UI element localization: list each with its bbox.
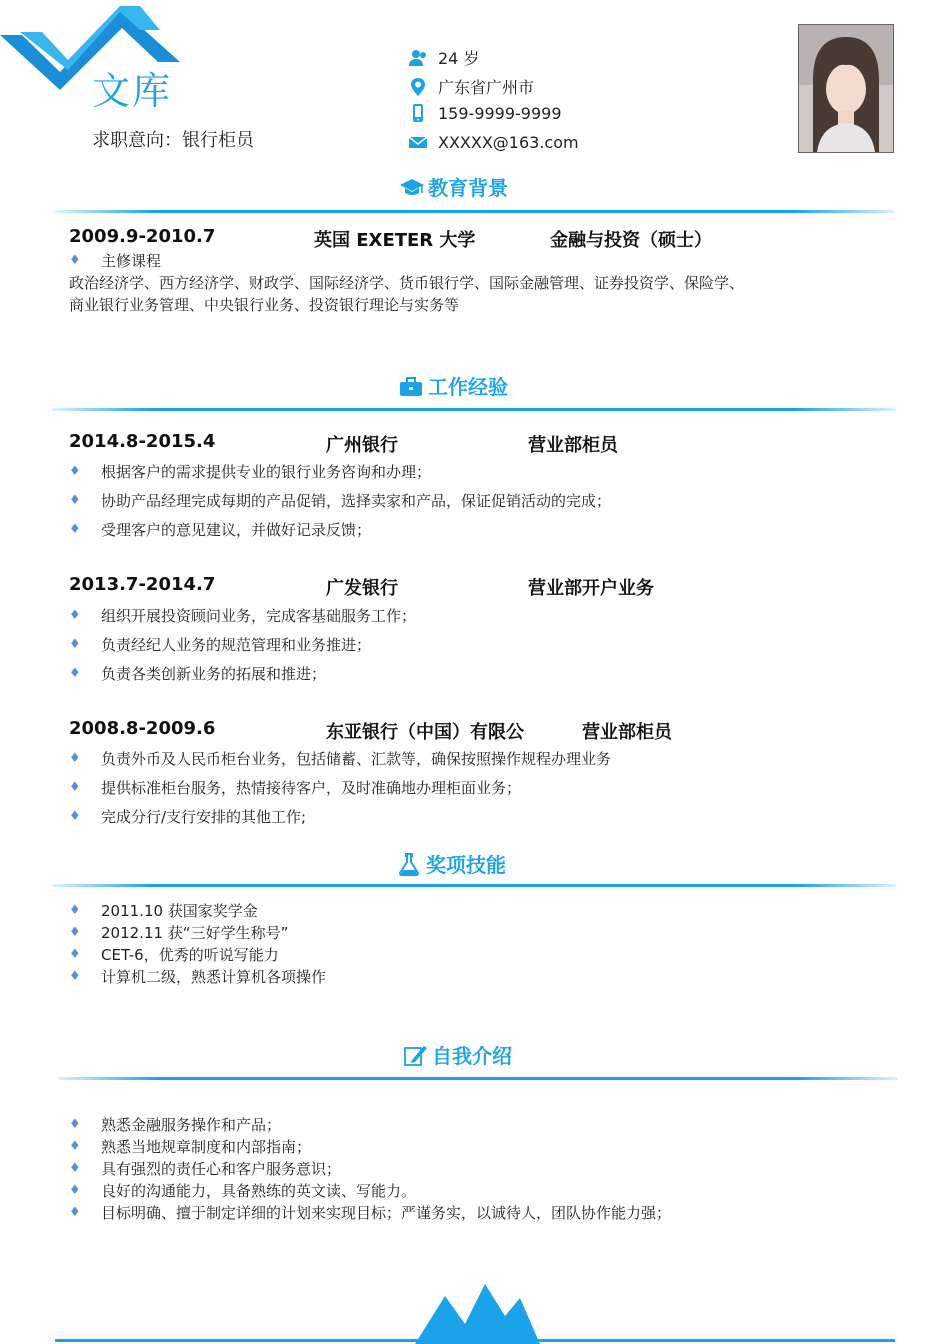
job-period: 2014.8-2015.4 bbox=[69, 431, 216, 452]
section-title-awards: 奖项技能 bbox=[396, 849, 506, 878]
award-item: ♦ CET-6，优秀的听说写能力 bbox=[69, 946, 279, 964]
education-period: 2009.9-2010.7 bbox=[69, 226, 216, 247]
logo-text: 文库 bbox=[92, 69, 173, 113]
self-intro-item: ♦ 熟悉金融服务操作和产品； bbox=[69, 1116, 282, 1134]
diamond-bullet-icon: ♦ bbox=[69, 969, 81, 984]
profile-photo bbox=[798, 24, 894, 153]
award-item: ♦ 2012.11 获“三好学生称号” bbox=[69, 924, 289, 942]
edit-icon bbox=[402, 1043, 428, 1067]
education-degree: 金融与投资（硕士） bbox=[550, 230, 712, 251]
diamond-bullet-icon: ♦ bbox=[69, 1183, 81, 1198]
diamond-bullet-icon: ♦ bbox=[69, 666, 81, 681]
divider-awards bbox=[52, 884, 896, 887]
job-duty: ♦ 受理客户的意见建议，并做好记录反馈； bbox=[69, 521, 372, 539]
diamond-bullet-icon: ♦ bbox=[69, 1161, 81, 1176]
education-school: 英国 EXETER 大学 bbox=[314, 230, 476, 251]
diamond-bullet-icon: ♦ bbox=[69, 1117, 81, 1132]
courses-line-1: 政治经济学、西方经济学、财政学、国际经济学、货币银行学、国际金融管理、证券投资学、保险学、 bbox=[69, 274, 745, 292]
contact-email bbox=[408, 132, 579, 152]
diamond-bullet-icon: ♦ bbox=[69, 1205, 81, 1220]
diamond-bullet-icon: ♦ bbox=[69, 780, 81, 795]
job-period: 2013.7-2014.7 bbox=[69, 574, 216, 595]
divider-work bbox=[52, 408, 896, 411]
section-title-self-intro: 自我介绍 bbox=[402, 1040, 512, 1069]
award-item: ♦ 计算机二级，熟悉计算机各项操作 bbox=[69, 968, 327, 986]
mail-icon bbox=[408, 132, 428, 152]
job-duty: ♦ 完成分行/支行安排的其他工作; bbox=[69, 808, 307, 826]
job-duty: ♦ 负责经纪人业务的规范管理和业务推进； bbox=[69, 636, 372, 654]
job-period: 2008.8-2009.6 bbox=[69, 718, 216, 739]
courses-line-2: 商业银行业务管理、中央银行业务、投资银行理论与实务等 bbox=[69, 296, 460, 314]
diamond-bullet-icon: ♦ bbox=[69, 637, 81, 652]
contact-email-text: XXXXX@163.com bbox=[438, 132, 579, 152]
diamond-bullet-icon: ♦ bbox=[69, 751, 81, 766]
graduation-cap-icon bbox=[398, 175, 424, 199]
self-intro-item: ♦ 具有强烈的责任心和客户服务意识； bbox=[69, 1160, 342, 1178]
job-duty: ♦ 负责外币及人民币柜台业务，包括储蓄、汇款等，确保按照操作规程办理业务 bbox=[69, 750, 612, 768]
diamond-bullet-icon: ♦ bbox=[69, 809, 81, 824]
briefcase-icon bbox=[398, 374, 424, 398]
diamond-bullet-icon: ♦ bbox=[69, 493, 81, 508]
job-position: 营业部柜员 bbox=[528, 435, 618, 456]
contact-location-text: 广东省广州市 bbox=[438, 78, 535, 97]
job-position: 营业部柜员 bbox=[582, 722, 672, 743]
diamond-bullet-icon: ♦ bbox=[69, 608, 81, 623]
job-company: 东亚银行（中国）有限公 bbox=[326, 722, 524, 743]
contact-age bbox=[408, 46, 479, 69]
job-duty: ♦ 协助产品经理完成每期的产品促销，选择卖家和产品，保证促销活动的完成； bbox=[69, 492, 612, 510]
job-duty: ♦ 组织开展投资顾问业务，完成客基础服务工作； bbox=[69, 607, 417, 625]
diamond-bullet-icon: ♦ bbox=[69, 522, 81, 537]
job-duty: ♦ 负责各类创新业务的拓展和推进； bbox=[69, 665, 327, 683]
section-title-education: 教育背景 bbox=[398, 172, 508, 201]
self-intro-item: ♦ 良好的沟通能力，具备熟练的英文读、写能力。 bbox=[69, 1182, 417, 1200]
courses-label-item: ♦ 主修课程 bbox=[69, 252, 162, 270]
diamond-bullet-icon: ♦ bbox=[69, 947, 81, 962]
contact-phone bbox=[408, 103, 562, 123]
diamond-bullet-icon: ♦ bbox=[69, 464, 81, 479]
job-company: 广发银行 bbox=[326, 578, 398, 599]
divider-self-intro bbox=[58, 1077, 898, 1080]
job-position: 营业部开户业务 bbox=[528, 578, 654, 599]
job-intent: 求职意向：银行柜员 bbox=[92, 130, 254, 151]
diamond-bullet-icon: ♦ bbox=[69, 253, 81, 268]
contact-age-text: 24 岁 bbox=[438, 49, 480, 68]
self-intro-item: ♦ 熟悉当地规章制度和内部指南； bbox=[69, 1138, 312, 1156]
user-icon bbox=[408, 48, 428, 68]
divider-education bbox=[55, 210, 895, 213]
footer-mountains-icon bbox=[0, 1276, 950, 1344]
job-company: 广州银行 bbox=[326, 435, 398, 456]
self-intro-item: ♦ 目标明确、擅于制定详细的计划来实现目标；严谨务实，以诚待人，团队协作能力强； bbox=[69, 1204, 672, 1222]
contact-phone-text: 159-9999-9999 bbox=[438, 103, 562, 123]
diamond-bullet-icon: ♦ bbox=[69, 925, 81, 940]
phone-icon bbox=[408, 103, 428, 123]
flask-icon bbox=[396, 852, 422, 876]
location-icon bbox=[408, 77, 428, 97]
section-title-work: 工作经验 bbox=[398, 371, 508, 400]
diamond-bullet-icon: ♦ bbox=[69, 1139, 81, 1154]
contact-location bbox=[408, 75, 534, 98]
award-item: ♦ 2011.10 获国家奖学金 bbox=[69, 902, 258, 920]
diamond-bullet-icon: ♦ bbox=[69, 903, 81, 918]
job-duty: ♦ 提供标准柜台服务，热情接待客户，及时准确地办理柜面业务； bbox=[69, 779, 522, 797]
job-duty: ♦ 根据客户的需求提供专业的银行业务咨询和办理； bbox=[69, 463, 432, 481]
